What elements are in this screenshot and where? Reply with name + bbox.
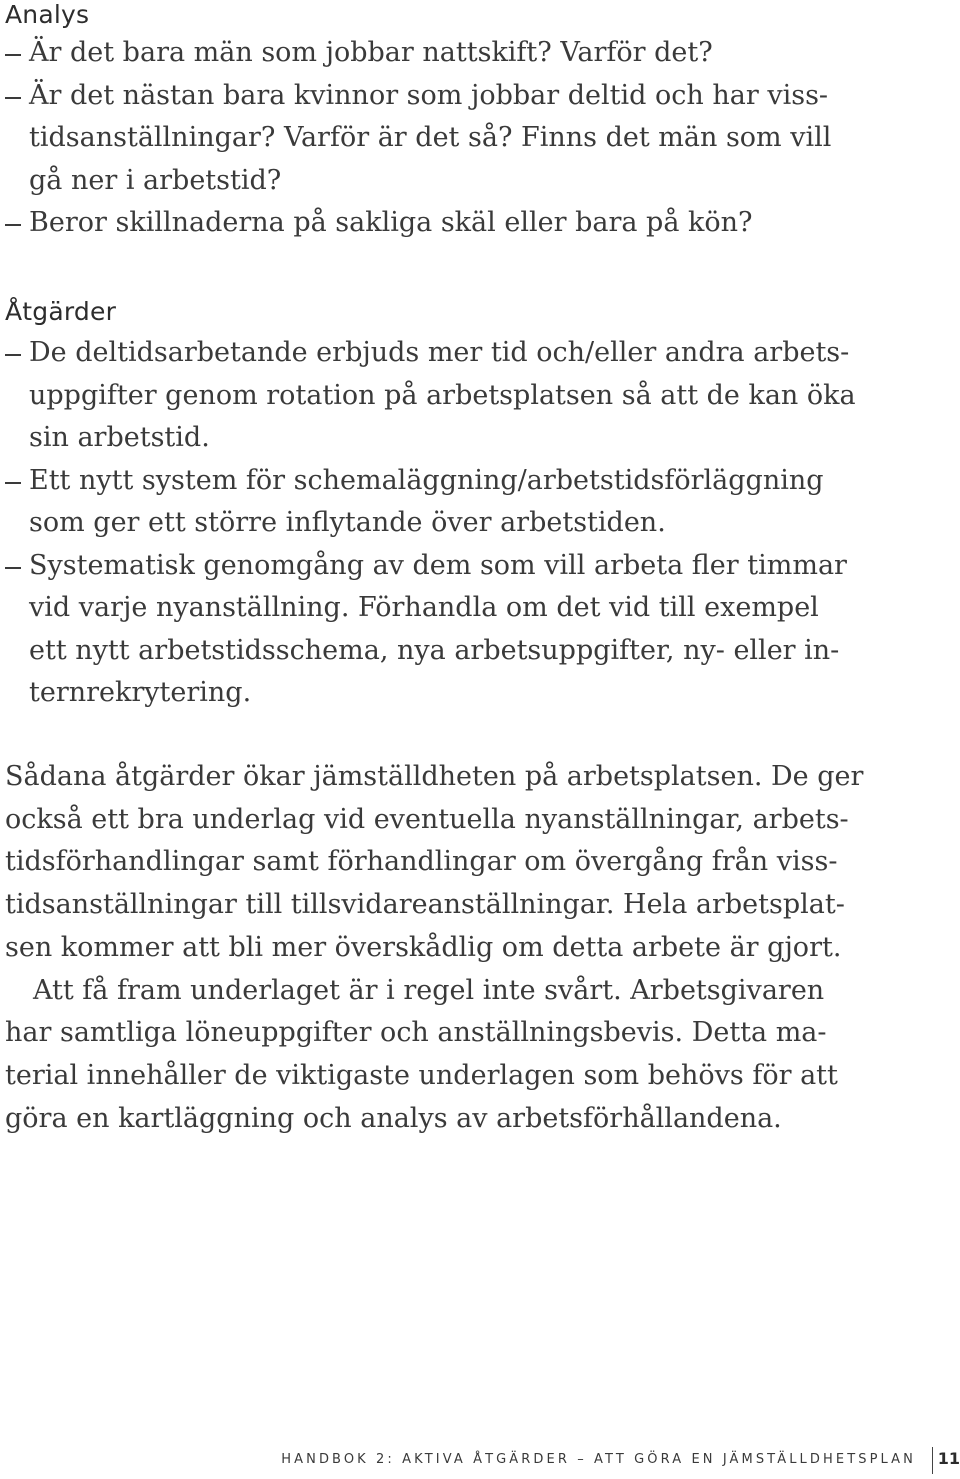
list-item-line: Beror skillnaderna på sakliga skäl eller bara på kön? [29,207,753,238]
list-item-line: uppgifter genom rotation på arbetsplatsen så att de kan öka [29,379,856,411]
running-title: HANDBOK 2: AKTIVA ÅTGÄRDER – ATT GÖRA EN JÄMSTÄLLDHETSPLAN [281,1452,916,1467]
list-item-line: De deltidsarbetande erbjuds mer tid och/eller andra arbets- [29,337,850,368]
list-item-line: tidsanställningar? Varför är det så? Finns det män som vill [29,122,832,153]
dash-bullet [5,202,27,244]
footer-divider [932,1447,933,1474]
dash-bullet [5,460,27,502]
atgarder-measure-list [5,332,856,715]
paragraph-line: också ett bra underlag vid eventuella nyanställningar, arbets- [5,803,849,835]
dash-bullet [5,545,27,587]
list-item [5,545,845,715]
paragraph-line: har samtliga löneuppgifter och anställningsbevis. Detta ma- [5,1017,827,1049]
list-item-line: Är det bara män som jobbar nattskift? Varför det? [29,37,713,68]
paragraph-line: tidsanställningar till tillsvidareanställningar. Hela arbetsplat- [5,889,845,921]
list-item [5,32,845,75]
list-item-line: ternrekrytering. [29,677,252,708]
list-item-line: gå ner i arbetstid? [29,164,282,196]
list-item-line: vid varje nyanställning. Förhandla om det vid till exempel [29,592,819,623]
list-item-line: Ett nytt system för schemaläggning/arbetstidsförläggning [29,464,824,496]
paragraph-line: Att få fram underlaget är i regel inte svårt. Arbetsgivaren [33,974,825,1006]
analys-question-list [5,32,845,245]
list-item-line: sin arbetstid. [29,422,210,453]
dash-bullet [5,32,27,74]
page-number: 11 [937,1449,960,1468]
list-item [5,332,856,460]
list-item [5,75,845,203]
dash-bullet [5,75,27,117]
paragraph-line: sen kommer att bli mer överskådlig om detta arbete är gjort. [5,931,842,963]
paragraph-line: terial innehåller de viktigaste underlagen som behövs för att [5,1059,838,1091]
analys-heading: Analys [5,0,90,29]
paragraph-line: göra en kartläggning och analys av arbetsförhållandena. [5,1102,782,1134]
paragraph-line: tidsförhandlingar samt förhandlingar om övergång från viss- [5,846,838,878]
atgarder-heading: Åtgärder [5,297,117,326]
dash-bullet [5,332,27,374]
list-item-line: Är det nästan bara kvinnor som jobbar deltid och har viss- [29,79,829,111]
paragraph-line: Sådana åtgärder ökar jämställdheten på arbetsplatsen. De ger [5,761,864,792]
list-item [5,202,845,245]
list-item [5,460,845,545]
list-item-line: som ger ett större inflytande över arbetstiden. [29,507,666,538]
list-item-line: ett nytt arbetstidsschema, nya arbetsuppgifter, ny- eller in- [29,634,840,666]
list-item-line: Systematisk genomgång av dem som vill arbeta fler timmar [29,549,847,581]
page-footer [281,1447,960,1479]
body-paragraph [5,756,905,1140]
